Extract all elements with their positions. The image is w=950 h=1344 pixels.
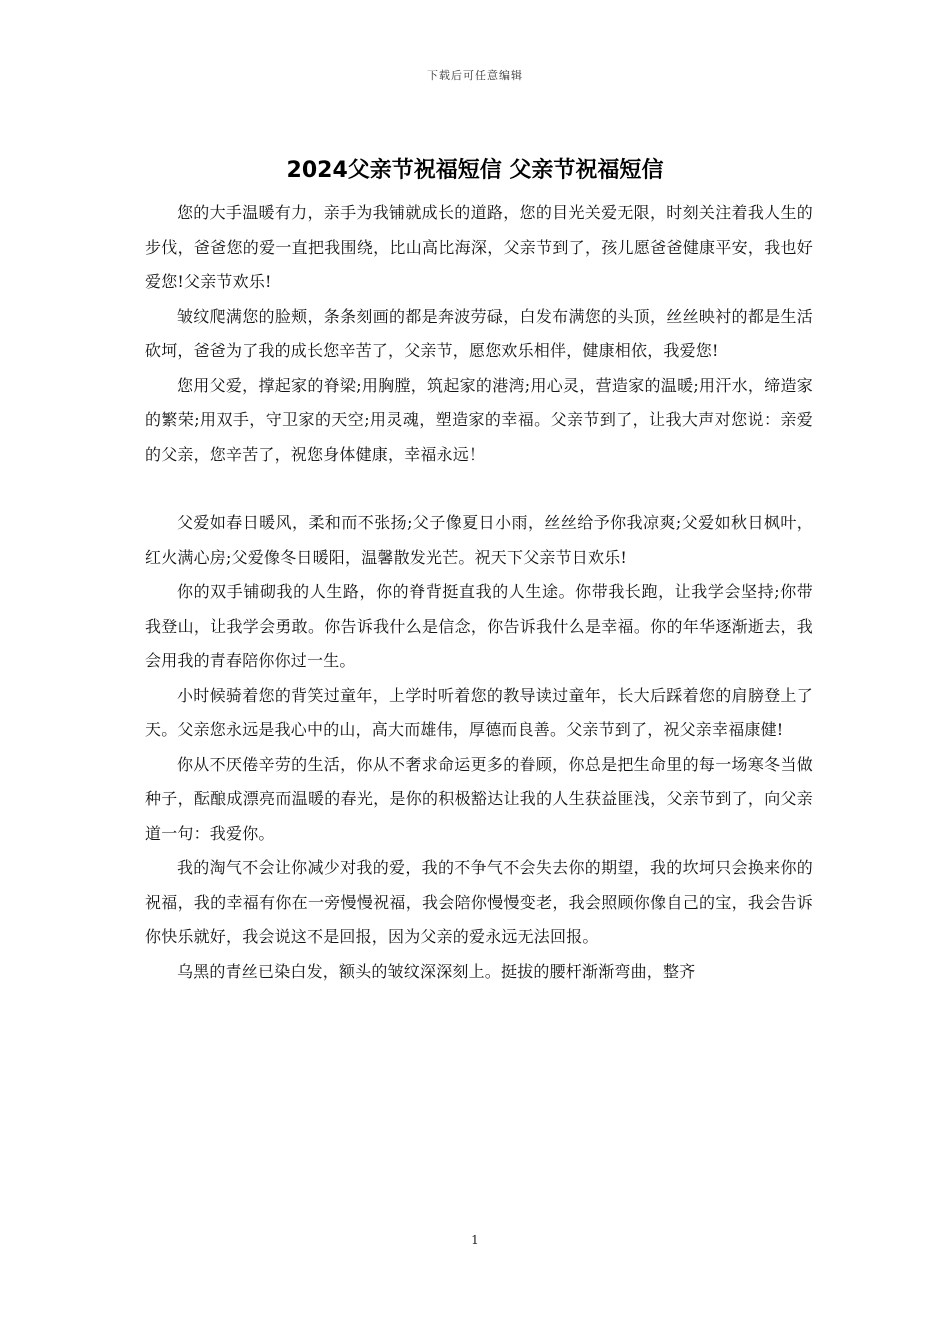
paragraph: 你的双手铺砌我的人生路，你的脊背挺直我的人生途。你带我长跑，让我学会坚持;你带我登山，让我学会勇敢。你告诉我什么是信念，你告诉我什么是幸福。你的年华逐渐逝去，我会用我的青春陪你你过一生。 xyxy=(145,582,813,670)
paragraph: 父爱如春日暖风，柔和而不张扬;父子像夏日小雨，丝丝给予你我凉爽;父爱如秋日枫叶，红火满心房;父爱像冬日暖阳，温馨散发光芒。祝天下父亲节日欢乐! xyxy=(145,513,813,567)
header-note: 下载后可任意编辑 xyxy=(427,69,523,82)
paragraph: 乌黑的青丝已染白发，额头的皱纹深深刻上。挺拔的腰杆渐渐弯曲，整齐 xyxy=(177,961,696,981)
paragraph: 你从不厌倦辛劳的生活，你从不奢求命运更多的眷顾，你总是把生命里的每一场寒冬当做种子，酝酿成漂亮而温暖的春光，是你的积极豁达让我的人生获益匪浅，父亲节到了，向父亲道一句：我爱你。 xyxy=(145,754,813,843)
page-number: 1 xyxy=(471,1233,479,1247)
paragraph: 您用父爱，撑起家的脊梁;用胸膛，筑起家的港湾;用心灵，营造家的温暖;用汗水，缔造家的繁荣;用双手，守卫家的天空;用灵魂，塑造家的幸福。父亲节到了，让我大声对您说：亲爱的父亲，您辛苦了，祝您身体健康，幸福永远！ xyxy=(145,375,813,464)
paragraph: 我的淘气不会让你减少对我的爱，我的不争气不会失去你的期望，我的坎坷只会换来你的祝福，我的幸福有你在一旁慢慢祝福，我会陪你慢慢变老，我会照顾你像自己的宝，我会告诉你快乐就好，我会说这不是回报，因为父亲的爱永远无法回报。 xyxy=(145,858,813,946)
paragraph: 小时候骑着您的背笑过童年，上学时听着您的教导读过童年，长大后踩着您的肩膀登上了天。父亲您永远是我心中的山，高大而雄伟，厚德而良善。父亲节到了，祝父亲幸福康健! xyxy=(145,685,813,739)
paragraph: 皱纹爬满您的脸颊，条条刻画的都是奔波劳碌，白发布满您的头顶，丝丝映衬的都是生活砍坷，爸爸为了我的成长您辛苦了，父亲节，愿您欢乐相伴，健康相依，我爱您! xyxy=(145,306,813,360)
paragraph: 您的大手温暖有力，亲手为我铺就成长的道路，您的目光关爱无限，时刻关注着我人生的步伐，爸爸您的爱一直把我围绕，比山高比海深，父亲节到了，孩儿愿爸爸健康平安，我也好爱您!父亲节欢乐! xyxy=(145,203,813,291)
document-title: 2024父亲节祝福短信 父亲节祝福短信 xyxy=(286,158,664,183)
document-body xyxy=(145,196,813,989)
